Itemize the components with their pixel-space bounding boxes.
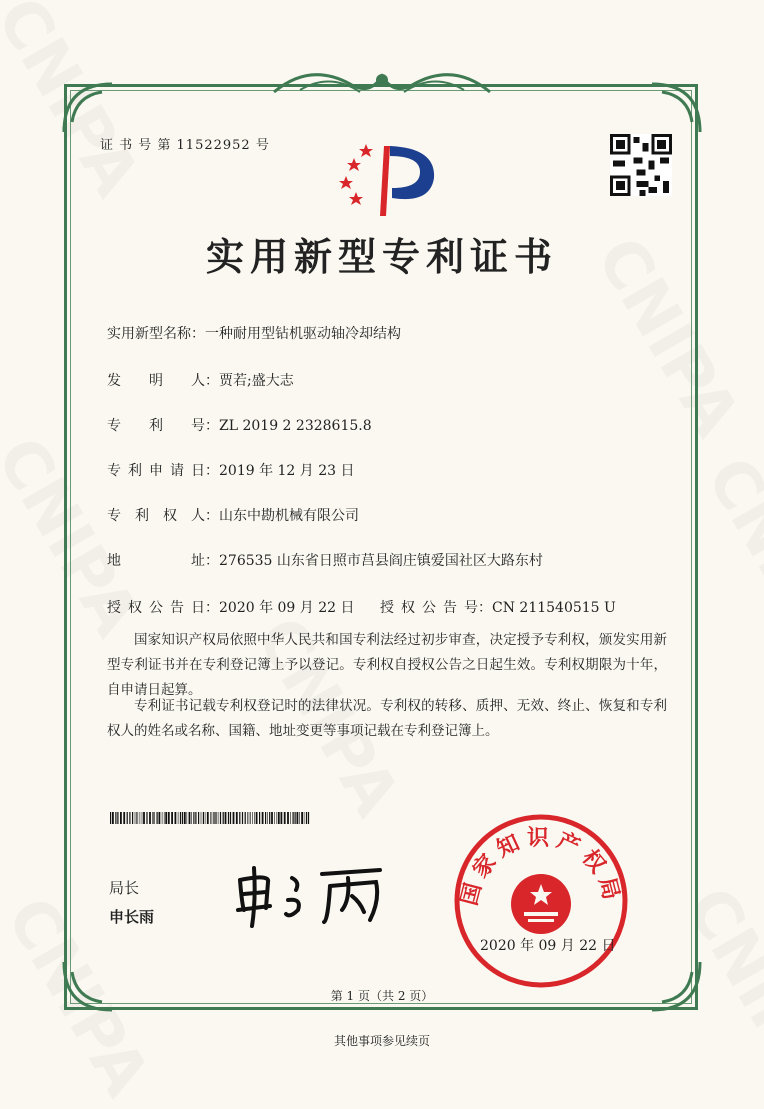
barcode-bar [287, 812, 289, 824]
field-patent-number: 专利号：ZL 2019 2 2328615.8 [107, 418, 372, 434]
barcode-bar [129, 812, 130, 824]
cnipa-logo [326, 138, 438, 218]
barcode-bar [187, 812, 188, 824]
barcode-bar [149, 812, 151, 824]
barcode-bar [256, 812, 258, 824]
barcode-bar [228, 812, 229, 824]
barcode-bar [210, 812, 211, 824]
barcode-bar [269, 812, 270, 824]
continued-note: 其他事项参见续页 [333, 1034, 430, 1048]
barcode-bar [193, 812, 194, 824]
barcode-bar [115, 812, 116, 824]
certificate-number: 证 书 号 第 11522952 号 [100, 138, 270, 153]
paragraph-legal-status: 专利证书记载专利权登记时的法律状况。专利权的转移、质押、无效、终止、恢复和专利权人的姓名或名称、国籍、地址变更等事项记载在专利登记簿上。 [107, 698, 667, 739]
barcode-bar [284, 812, 286, 824]
barcode-bar [162, 812, 163, 824]
barcode-bar [205, 812, 206, 824]
barcode-bar [281, 812, 283, 824]
barcode-bar [290, 812, 291, 824]
barcode-bar [168, 812, 170, 824]
barcode-bar [184, 812, 186, 824]
barcode-bar [143, 812, 145, 824]
barcode-bar [123, 812, 125, 824]
barcode-bar [195, 812, 196, 824]
page-number: 第 1 页（共 2 页） [330, 989, 434, 1003]
barcode-bar [306, 812, 307, 824]
official-seal [452, 812, 630, 990]
barcode-bar [142, 812, 143, 824]
barcode-bar [216, 812, 217, 824]
barcode-bar [236, 812, 238, 824]
field-inventor: 发明人：贾若;盛大志 [107, 373, 294, 389]
barcode-bar [265, 812, 266, 824]
barcode-bar [274, 812, 275, 824]
field-grant-date: 授权公告日：2020 年 09 月 22 日 [107, 600, 355, 616]
paragraph-grant-statement: 国家知识产权局依照中华人民共和国专利法经过初步审查，决定授予专利权，颁发实用新型专利证书并在专利登记簿上予以登记。专利权自授权公告之日起生效。专利权期限为十年，自申请日起算。 [107, 632, 667, 698]
barcode-bar [136, 812, 137, 824]
barcode-bar [242, 812, 243, 824]
barcode-bar [159, 812, 161, 824]
corner-ornament [642, 82, 702, 142]
barcode-bar [164, 812, 165, 824]
barcode-bar [297, 812, 299, 824]
field-utility-model-name: 实用新型名称：一种耐用型钻机驱动轴冷却结构 [107, 326, 401, 342]
barcode-bar [140, 812, 141, 824]
barcode-bar [138, 812, 139, 824]
barcode-bar [201, 812, 202, 824]
barcode-bar [218, 812, 219, 824]
field-application-date: 专利申请日：2019 年 12 月 23 日 [107, 463, 355, 479]
barcode-bar [250, 812, 251, 824]
barcode-bar [175, 812, 177, 824]
barcode-bar [146, 812, 147, 824]
corner-ornament [62, 82, 122, 142]
barcode-bar [308, 812, 309, 824]
field-address: 地址：276535 山东省日照市莒县阎庄镇爱国社区大路东村 [107, 553, 543, 569]
barcode-bar [165, 812, 167, 824]
barcode-bar [120, 812, 122, 824]
barcode-bar [267, 812, 268, 824]
barcode-bar [127, 812, 128, 824]
barcode-bar [225, 812, 227, 824]
barcode-bar [304, 812, 305, 824]
barcode-bar [154, 812, 155, 824]
barcode-bar [233, 812, 235, 824]
barcode-bar [178, 812, 179, 824]
barcode-bar [220, 812, 221, 824]
barcode-bar [223, 812, 224, 824]
barcode-bar [157, 812, 158, 824]
barcode-bar [112, 812, 114, 824]
seal-text: 国家知识产权局 [457, 826, 625, 909]
watermark [692, 445, 764, 668]
barcode-bar [110, 812, 111, 824]
barcode-bar [189, 812, 191, 824]
barcode-bar [262, 812, 264, 824]
barcode [110, 812, 310, 824]
barcode-bar [203, 812, 204, 824]
barcode-bar [152, 812, 153, 824]
handwritten-signature [230, 860, 400, 930]
barcode-bar [117, 812, 118, 824]
barcode-bar [182, 812, 183, 824]
signatory-role: 局长 [109, 879, 140, 897]
barcode-bar [252, 812, 253, 824]
barcode-bar [212, 812, 213, 824]
barcode-bar [271, 812, 273, 824]
qr-code[interactable] [610, 134, 672, 196]
barcode-bar [278, 812, 280, 824]
barcode-bar [213, 812, 214, 824]
barcode-bar [245, 812, 246, 824]
barcode-bar [198, 812, 199, 824]
barcode-bar [259, 812, 260, 824]
barcode-bar [132, 812, 133, 824]
barcode-bar [180, 812, 181, 824]
signatory-name: 申长雨 [109, 908, 155, 926]
field-announcement-number: 授权公告号：CN 211540515 U [380, 600, 616, 616]
barcode-bar [191, 812, 192, 824]
barcode-bar [254, 812, 255, 824]
barcode-bar [247, 812, 248, 824]
top-ornament [270, 62, 494, 102]
barcode-bar [171, 812, 173, 824]
barcode-bar [293, 812, 294, 824]
barcode-bar [249, 812, 250, 824]
barcode-bar [239, 812, 240, 824]
barcode-bar [277, 812, 278, 824]
field-patentee: 专利权人：山东中勘机械有限公司 [107, 508, 359, 524]
page-title: 实用新型专利证书 [205, 235, 558, 279]
barcode-bar [135, 812, 136, 824]
barcode-bar [230, 812, 231, 824]
barcode-bar [301, 812, 303, 824]
seal-date: 2020 年 09 月 22 日 [480, 938, 616, 954]
barcode-bar [299, 812, 300, 824]
barcode-bar [295, 812, 296, 824]
barcode-bar [207, 812, 209, 824]
barcode-bar [214, 812, 215, 824]
